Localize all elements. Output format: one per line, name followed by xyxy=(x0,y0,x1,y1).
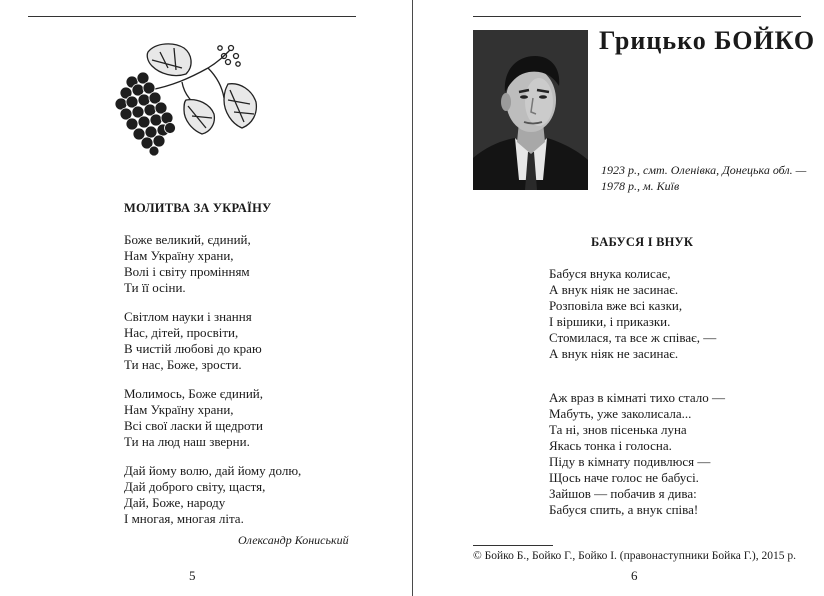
top-rule xyxy=(28,16,356,17)
poem-line: Молимось, Боже єдиний, xyxy=(124,386,264,401)
copyright-note: © Бойко Б., Бойко Г., Бойко І. (правонаступники Бойка Г.), 2015 р. xyxy=(473,550,797,562)
poem-title: МОЛИТВА ЗА УКРАЇНУ xyxy=(124,201,272,215)
poem-line: Нас, дітей, просвіти, xyxy=(124,325,239,340)
poem-line: А внук ніяк не засинає. xyxy=(549,346,679,361)
portrait-image xyxy=(473,30,588,190)
poem-stanza xyxy=(124,309,262,373)
poem-line: А внук ніяк не засинає. xyxy=(549,282,679,297)
author-dates xyxy=(601,162,806,194)
poem-author: Олександр Кониський xyxy=(238,533,349,547)
poem-stanza xyxy=(549,266,716,362)
author-dates-line: 1978 р., м. Київ xyxy=(601,179,680,193)
poem-line: Дай йому волю, дай йому долю, xyxy=(124,463,302,478)
poem-line: Стомилася, та все ж співає, — xyxy=(549,330,717,345)
poem-line: Аж враз в кімнаті тихо стало — xyxy=(549,390,726,405)
poem-line: Нам Україну храни, xyxy=(124,248,234,263)
right-page xyxy=(413,0,824,596)
poem-line: Ти на люд наш зверни. xyxy=(124,434,250,449)
poem-line: Бабуся спить, а внук співа! xyxy=(549,502,699,517)
poem-line: В чистій любові до краю xyxy=(124,341,262,356)
poem-line: Світлом науки і знання xyxy=(124,309,252,324)
author-portrait xyxy=(473,30,588,190)
poem-line: Ти нас, Боже, зрости. xyxy=(124,357,242,372)
poem-title: БАБУСЯ І ВНУК xyxy=(591,235,694,249)
page-number: 6 xyxy=(631,568,638,583)
author-dates-line: 1923 р., смт. Оленівка, Донецька обл. — xyxy=(601,163,807,177)
poem-line: Нам Україну храни, xyxy=(124,402,234,417)
poem-line: Щось наче голос не бабусі. xyxy=(549,470,699,485)
poem-stanza xyxy=(549,390,725,518)
poem-line: Дай, Боже, народу xyxy=(124,495,226,510)
poem-stanza xyxy=(124,386,263,450)
poem-line: Розповіла вже всі казки, xyxy=(549,298,683,313)
poem-line: Ти її осіни. xyxy=(124,280,186,295)
poem-stanza xyxy=(124,232,251,296)
poem-stanza xyxy=(124,463,301,527)
page-number: 5 xyxy=(189,568,196,583)
poem-line: Волі і світу промінням xyxy=(124,264,250,279)
poem-line: Та ні, знов пісенька луна xyxy=(549,422,687,437)
poem-line: І многая, многая літа. xyxy=(124,511,244,526)
poem-line: Піду в кімнату подивлюся — xyxy=(549,454,711,469)
poem-line: І віршики, і приказки. xyxy=(549,314,671,329)
poem-line: Бабуся внука колисає, xyxy=(549,266,671,281)
poem-line: Якась тонка і голосна. xyxy=(549,438,672,453)
poem-line: Дай доброго світу, щастя, xyxy=(124,479,266,494)
poem-line: Всі свої ласки й щедроти xyxy=(124,418,263,433)
poem-line: Боже великий, єдиний, xyxy=(124,232,251,247)
poem-line: Мабуть, уже заколисала... xyxy=(549,406,692,421)
footnote-rule xyxy=(473,545,553,546)
viburnum-ornament xyxy=(112,38,272,156)
top-rule xyxy=(473,16,801,17)
author-name: Грицько БОЙКО xyxy=(599,26,816,55)
poem-line: Зайшов — побачив я дива: xyxy=(549,486,697,501)
